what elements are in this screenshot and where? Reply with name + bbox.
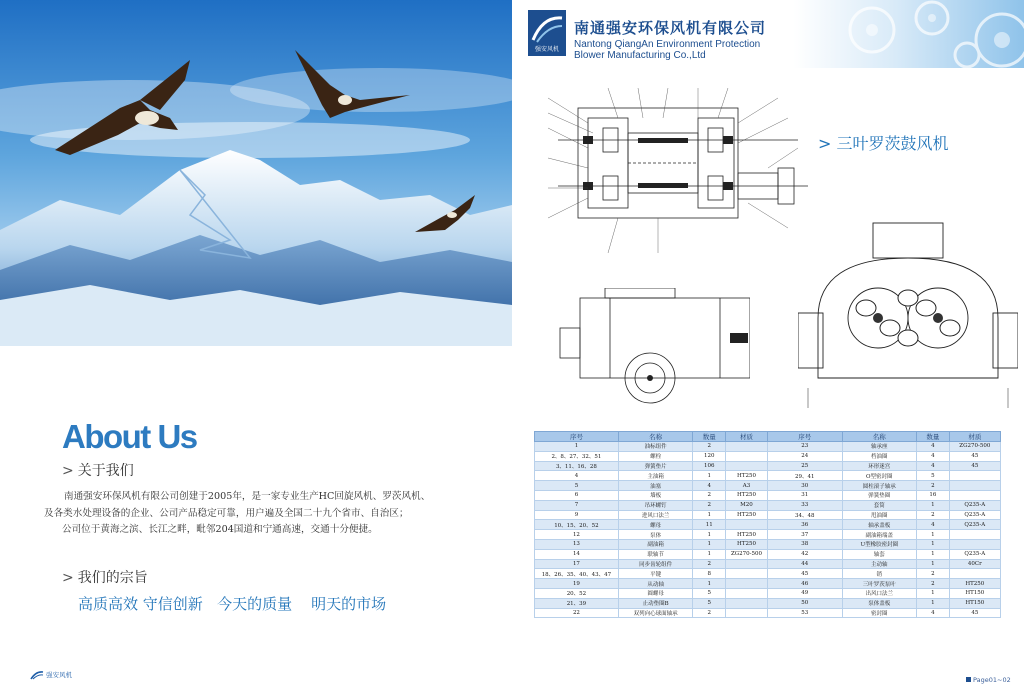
table-cell: 5 [917, 471, 950, 481]
chevron-right-icon: > [62, 463, 74, 479]
table-cell: 1 [917, 588, 950, 598]
table-cell: Q235-A [949, 520, 1000, 530]
table-cell: 1 [693, 579, 726, 589]
table-cell: 7 [535, 500, 619, 510]
table-cell: 31 [767, 490, 842, 500]
company-intro [44, 489, 474, 539]
table-row [535, 539, 1001, 549]
table-cell [726, 559, 768, 569]
column-header: 材质 [949, 432, 1000, 442]
table-cell: 42 [767, 549, 842, 559]
table-cell: 4 [535, 471, 619, 481]
table-cell: 50 [767, 598, 842, 608]
table-cell: 吊环螺钉 [618, 500, 693, 510]
table-cell: 副油箱端盖 [842, 530, 917, 540]
table-row [535, 461, 1001, 471]
table-cell: 3、11、16、28 [535, 461, 619, 471]
table-cell: 墙板 [618, 490, 693, 500]
table-cell: 120 [693, 451, 726, 461]
table-cell: 圆柱滚子轴承 [842, 481, 917, 491]
table-cell: ZG270-500 [949, 442, 1000, 452]
table-cell: 53 [767, 608, 842, 618]
table-cell: 甩油圈 [842, 510, 917, 520]
table-cell [726, 608, 768, 618]
table-cell: 40Cr [949, 559, 1000, 569]
table-row [535, 598, 1001, 608]
table-cell: 13 [535, 539, 619, 549]
table-cell: 45 [949, 451, 1000, 461]
table-cell [949, 490, 1000, 500]
table-cell: 1 [917, 530, 950, 540]
table-cell: 副油箱 [618, 539, 693, 549]
table-cell: 38 [767, 539, 842, 549]
table-cell: 4 [917, 520, 950, 530]
table-cell: 档油圈 [842, 451, 917, 461]
table-cell: HT250 [726, 471, 768, 481]
table-cell: 2 [917, 579, 950, 589]
table-cell: 1 [693, 539, 726, 549]
table-cell: 1 [917, 559, 950, 569]
table-cell: Q235-A [949, 510, 1000, 520]
company-logo [528, 10, 566, 56]
table-row [535, 442, 1001, 452]
square-bullet-icon [966, 677, 971, 682]
table-cell: 泵体盖板 [842, 598, 917, 608]
table-cell: HT250 [726, 510, 768, 520]
table-cell: 1 [535, 442, 619, 452]
table-cell: 轴承座 [842, 442, 917, 452]
table-cell: 双列向心球面轴承 [618, 608, 693, 618]
table-cell: 45 [949, 608, 1000, 618]
table-cell: 1 [693, 510, 726, 520]
logo-text: 强安风机 [534, 46, 559, 53]
table-cell: 16 [917, 490, 950, 500]
table-cell: 联轴节 [618, 549, 693, 559]
company-name-en-line: Nantong QiangAn Environment Protection [574, 39, 761, 50]
company-header [512, 0, 1024, 68]
table-cell: 24 [767, 451, 842, 461]
table-cell: 弹簧垫片 [618, 461, 693, 471]
table-cell: 油塞 [618, 481, 693, 491]
table-row [535, 588, 1001, 598]
table-cell: 9 [535, 510, 619, 520]
table-cell: 2 [693, 442, 726, 452]
table-cell: 螺母 [618, 520, 693, 530]
about-subtitle-text: 关于我们 [77, 463, 134, 479]
about-subtitle [62, 460, 134, 480]
table-cell [726, 598, 768, 608]
table-header-row [535, 432, 1001, 442]
column-header: 序号 [535, 432, 619, 442]
table-cell: 21、39 [535, 598, 619, 608]
table-row [535, 549, 1001, 559]
table-cell [726, 579, 768, 589]
table-cell [949, 569, 1000, 579]
footer-logo-text: 强安风机 [46, 671, 73, 679]
table-cell: 10、15、20、52 [535, 520, 619, 530]
table-cell: 106 [693, 461, 726, 471]
table-cell: U型橡胶密封圈 [842, 539, 917, 549]
table-cell: 1 [693, 549, 726, 559]
table-cell: 25 [767, 461, 842, 471]
table-cell: 2、8、27、32、51 [535, 451, 619, 461]
table-row [535, 530, 1001, 540]
table-cell: 49 [767, 588, 842, 598]
table-cell: 6 [535, 490, 619, 500]
table-cell: 同步齿轮组件 [618, 559, 693, 569]
table-row [535, 451, 1001, 461]
table-cell: 1 [917, 598, 950, 608]
table-cell: O型密封圈 [842, 471, 917, 481]
company-logo-icon [30, 670, 44, 680]
footer-logo [30, 670, 72, 680]
table-cell [726, 451, 768, 461]
company-motto: 高质高效 守信创新 今天的质量 明天的市场 [78, 595, 387, 613]
table-cell: HT150 [949, 588, 1000, 598]
table-cell: 12 [535, 530, 619, 540]
table-cell: 22 [535, 608, 619, 618]
column-header: 名称 [842, 432, 917, 442]
intro-line: 南通强安环保风机有限公司创建于2005年，是一家专业生产HC回旋风机、罗茨风机、 [64, 491, 431, 502]
column-header: 序号 [767, 432, 842, 442]
table-cell: 17 [535, 559, 619, 569]
blower-cross-section-drawing [798, 218, 1018, 418]
table-row [535, 500, 1001, 510]
product-title-text: 三叶罗茨鼓风机 [836, 134, 949, 153]
table-cell: HT250 [726, 539, 768, 549]
intro-line: 及各类水处理设备的企业、公司产品稳定可靠，用户遍及全国二十九个省市、自治区； [44, 507, 409, 519]
table-cell: A3 [726, 481, 768, 491]
table-cell: 44 [767, 559, 842, 569]
table-cell [949, 471, 1000, 481]
table-cell: 5 [535, 481, 619, 491]
table-cell [726, 442, 768, 452]
table-cell: 圆螺母 [618, 588, 693, 598]
chevron-right-icon: > [62, 570, 74, 586]
table-cell: HT250 [726, 530, 768, 540]
table-cell: 1 [917, 539, 950, 549]
intro-line: 公司位于黄海之滨、长江之畔，毗邻204国道和宁通高速，交通十分便捷。 [62, 524, 378, 535]
table-cell: 8 [693, 569, 726, 579]
company-name-en [574, 39, 760, 61]
table-cell: 三叶罗茨泵叶 [842, 579, 917, 589]
table-cell: 2 [917, 569, 950, 579]
about-title: About Us [62, 418, 197, 455]
table-cell: 18、26、35、40、43、47 [535, 569, 619, 579]
table-cell: 5 [693, 598, 726, 608]
page-number-text: Page01~02 [973, 676, 1011, 684]
table-row [535, 510, 1001, 520]
table-cell: 14 [535, 549, 619, 559]
column-header: 材质 [726, 432, 768, 442]
table-cell: 46 [767, 579, 842, 589]
table-row [535, 471, 1001, 481]
blower-side-view-drawing [550, 288, 750, 408]
table-cell: 5 [693, 588, 726, 598]
table-cell: 4 [693, 481, 726, 491]
table-cell: 主动轴 [842, 559, 917, 569]
table-cell: 2 [917, 510, 950, 520]
table-cell: 1 [693, 530, 726, 540]
column-header: 数量 [693, 432, 726, 442]
table-cell: 23 [767, 442, 842, 452]
chevron-right-icon: > [818, 134, 832, 153]
table-cell: 销 [842, 569, 917, 579]
right-page [512, 0, 1024, 699]
table-cell [726, 461, 768, 471]
table-cell: 密封圈 [842, 608, 917, 618]
table-cell: 套筒 [842, 500, 917, 510]
table-cell: 2 [693, 608, 726, 618]
table-cell: HT150 [949, 598, 1000, 608]
parts-table [534, 431, 1001, 656]
table-cell: 29、41 [767, 471, 842, 481]
table-row [535, 569, 1001, 579]
table-cell: 螺栓 [618, 451, 693, 461]
table-cell [726, 588, 768, 598]
table-row [535, 579, 1001, 589]
table-cell: 11 [693, 520, 726, 530]
table-cell: HT250 [726, 490, 768, 500]
company-name-cn: 南通强安环保风机有限公司 [574, 19, 767, 37]
parts-table-body [535, 442, 1001, 618]
table-cell: 从动轴 [618, 579, 693, 589]
table-cell: 45 [949, 461, 1000, 471]
mountain-eagles-photo [0, 0, 512, 346]
table-cell: 2 [693, 559, 726, 569]
table-cell: Q235-A [949, 549, 1000, 559]
table-cell: 主油箱 [618, 471, 693, 481]
column-header: 名称 [618, 432, 693, 442]
table-cell: HT250 [949, 579, 1000, 589]
table-cell: 2 [917, 481, 950, 491]
table-cell: 37 [767, 530, 842, 540]
table-cell: 45 [767, 569, 842, 579]
table-row [535, 490, 1001, 500]
table-cell: 2 [693, 490, 726, 500]
table-cell [726, 520, 768, 530]
table-cell [726, 569, 768, 579]
table-cell: M20 [726, 500, 768, 510]
table-cell: 轴承盖板 [842, 520, 917, 530]
table-cell: 36 [767, 520, 842, 530]
table-cell: 2 [693, 500, 726, 510]
table-cell [949, 539, 1000, 549]
table-cell: 止动垫圈B [618, 598, 693, 608]
table-cell: Q235-A [949, 500, 1000, 510]
table-row [535, 481, 1001, 491]
table-cell: ZG270-500 [726, 549, 768, 559]
table-cell: 泵体 [618, 530, 693, 540]
table-cell: 环形迷宫 [842, 461, 917, 471]
table-cell: 19 [535, 579, 619, 589]
table-cell: 1 [917, 500, 950, 510]
table-cell: 弹簧垫圈 [842, 490, 917, 500]
table-cell: 1 [693, 471, 726, 481]
table-cell: 1 [917, 549, 950, 559]
table-cell: 33 [767, 500, 842, 510]
table-row [535, 559, 1001, 569]
table-cell [949, 530, 1000, 540]
page-number [966, 676, 1011, 684]
company-name-en-line: Blower Manufacturing Co.,Ltd [574, 50, 706, 61]
table-cell: 出风口法兰 [842, 588, 917, 598]
table-cell [949, 481, 1000, 491]
table-cell: 轴套 [842, 549, 917, 559]
table-cell: 平键 [618, 569, 693, 579]
table-row [535, 608, 1001, 618]
table-cell: 进风口法兰 [618, 510, 693, 520]
table-cell: 4 [917, 461, 950, 471]
table-row [535, 520, 1001, 530]
column-header: 数量 [917, 432, 950, 442]
table-cell: 4 [917, 442, 950, 452]
table-cell: 34、48 [767, 510, 842, 520]
table-cell: 油标组件 [618, 442, 693, 452]
table-cell: 20、52 [535, 588, 619, 598]
table-cell: 4 [917, 608, 950, 618]
table-cell: 30 [767, 481, 842, 491]
table-cell: 4 [917, 451, 950, 461]
purpose-subtitle [62, 567, 148, 587]
purpose-subtitle-text: 我们的宗旨 [77, 570, 148, 586]
